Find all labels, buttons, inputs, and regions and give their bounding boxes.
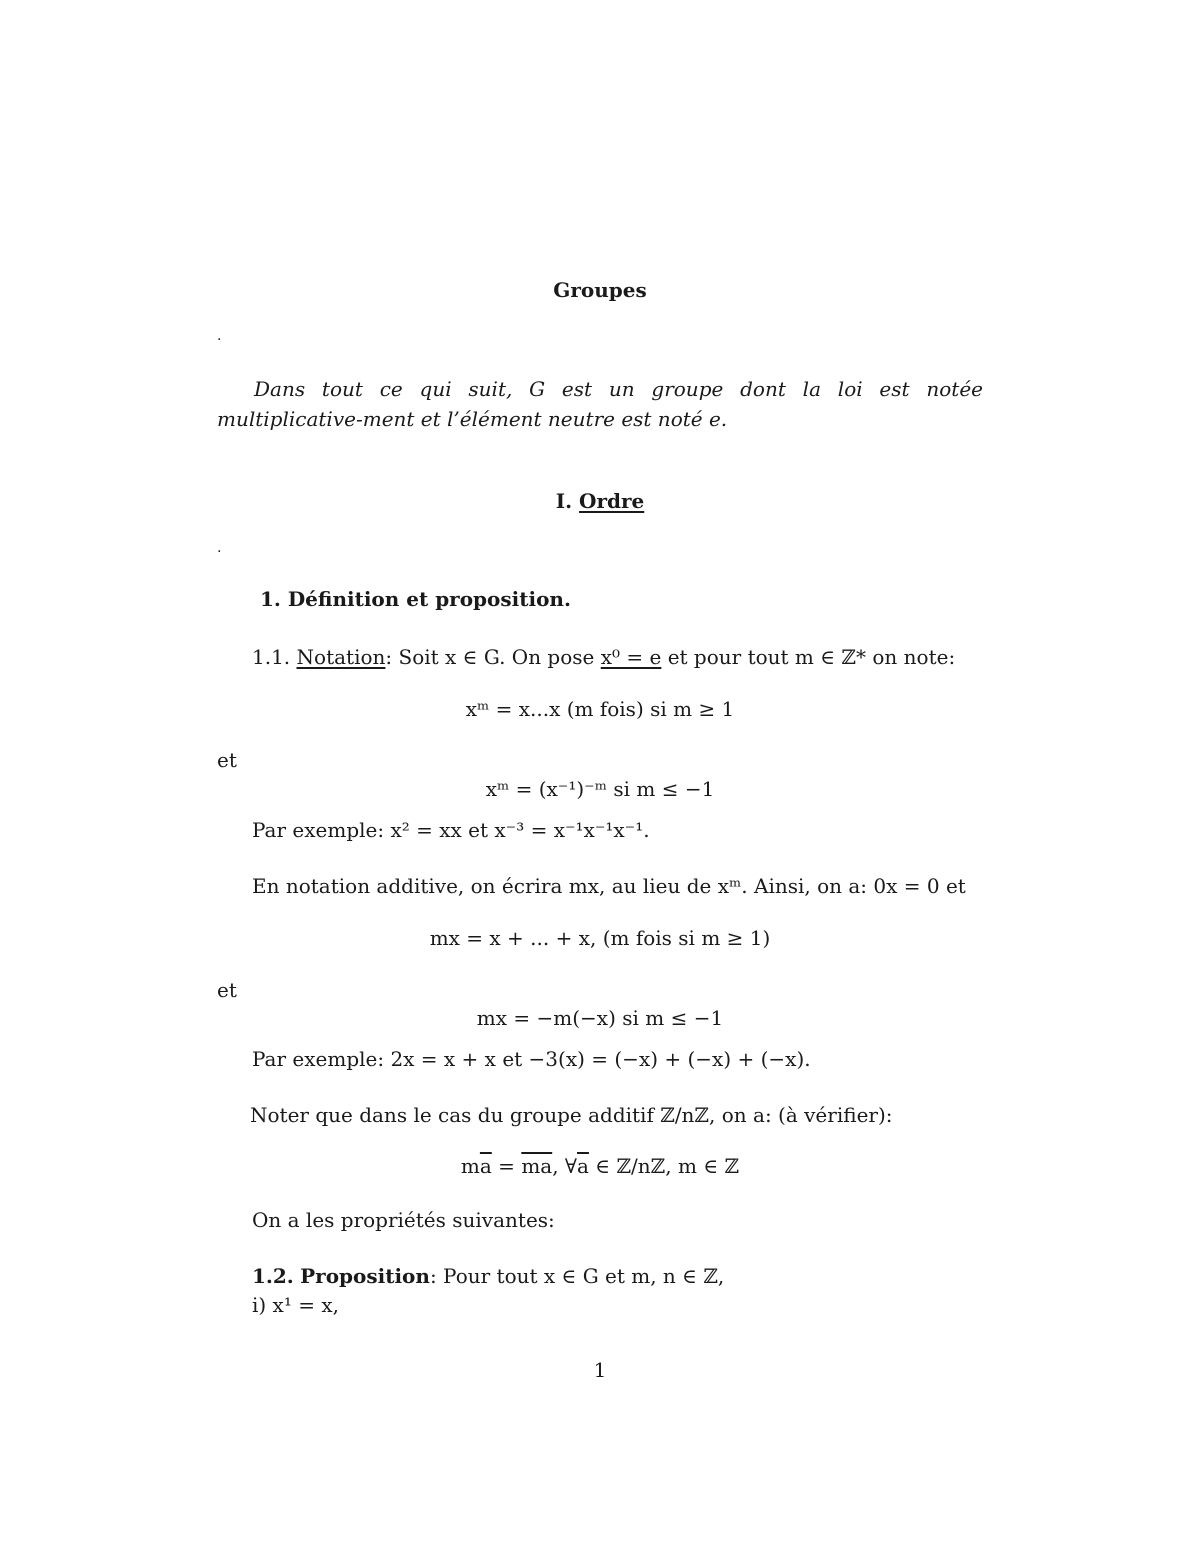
example-multiplicative: Par exemple: x² = xx et x⁻³ = x⁻¹x⁻¹x⁻¹. [252, 818, 650, 842]
et-word: et [217, 978, 237, 1002]
proposition-item-i: i) x¹ = x, [252, 1293, 339, 1317]
equation-power-negative: xᵐ = (x⁻¹)⁻ᵐ si m ≤ −1 [485, 777, 715, 801]
notation-def: x⁰ = e [600, 645, 662, 669]
notation-label: Notation [296, 645, 386, 669]
notation-text: : Soit x ∈ G. On pose [385, 645, 601, 669]
properties-intro: On a les propriétés suivantes: [252, 1208, 555, 1232]
equation-power-positive: xᵐ = x...x (m fois) si m ≥ 1 [465, 697, 735, 721]
page-number: 1 [593, 1358, 607, 1382]
proposition-label: Proposition [300, 1264, 430, 1288]
equation-additive-positive: mx = x + ... + x, (m fois si m ≥ 1) [429, 926, 771, 950]
notation-number: 1.1. [252, 645, 291, 669]
page-title: Groupes [553, 278, 647, 302]
equation-zn: $m\overline{a} = \overline{ma}$, $\forall\overline{a}$ ∈ ℤ/nℤ, m ∈ ℤ [460, 1154, 740, 1178]
equation-additive-negative: mx = −m(−x) si m ≤ −1 [476, 1006, 724, 1030]
dot-marker: . [217, 540, 222, 556]
proposition-text: : Pour tout x ∈ G et m, n ∈ ℤ, [429, 1264, 725, 1288]
proposition-number: 1.2. [252, 1264, 294, 1288]
notation-line [252, 645, 955, 669]
example-additive: Par exemple: 2x = x + x et −3(x) = (−x) + (−x) + (−x). [252, 1047, 811, 1071]
subsection-heading: 1. Définition et proposition. [260, 587, 571, 611]
additive-notation: En notation additive, on écrira mx, au lieu de xᵐ. Ainsi, on a: 0x = 0 et [252, 874, 966, 898]
note-zn: Noter que dans le cas du groupe additif ℤ/nℤ, on a: (à vérifier): [250, 1103, 893, 1127]
et-word: et [217, 748, 237, 772]
intro-paragraph: Dans tout ce qui suit, G est un groupe dont la loi est notée multiplicative-ment et l’élément neutre est noté e. [217, 377, 983, 431]
dot-marker: . [217, 328, 222, 344]
section-heading [0, 489, 1200, 513]
proposition-line [252, 1264, 724, 1288]
section-title: Ordre [579, 489, 645, 513]
notation-text-end: et pour tout m ∈ ℤ* on note: [661, 645, 956, 669]
section-number: I. [555, 489, 573, 513]
